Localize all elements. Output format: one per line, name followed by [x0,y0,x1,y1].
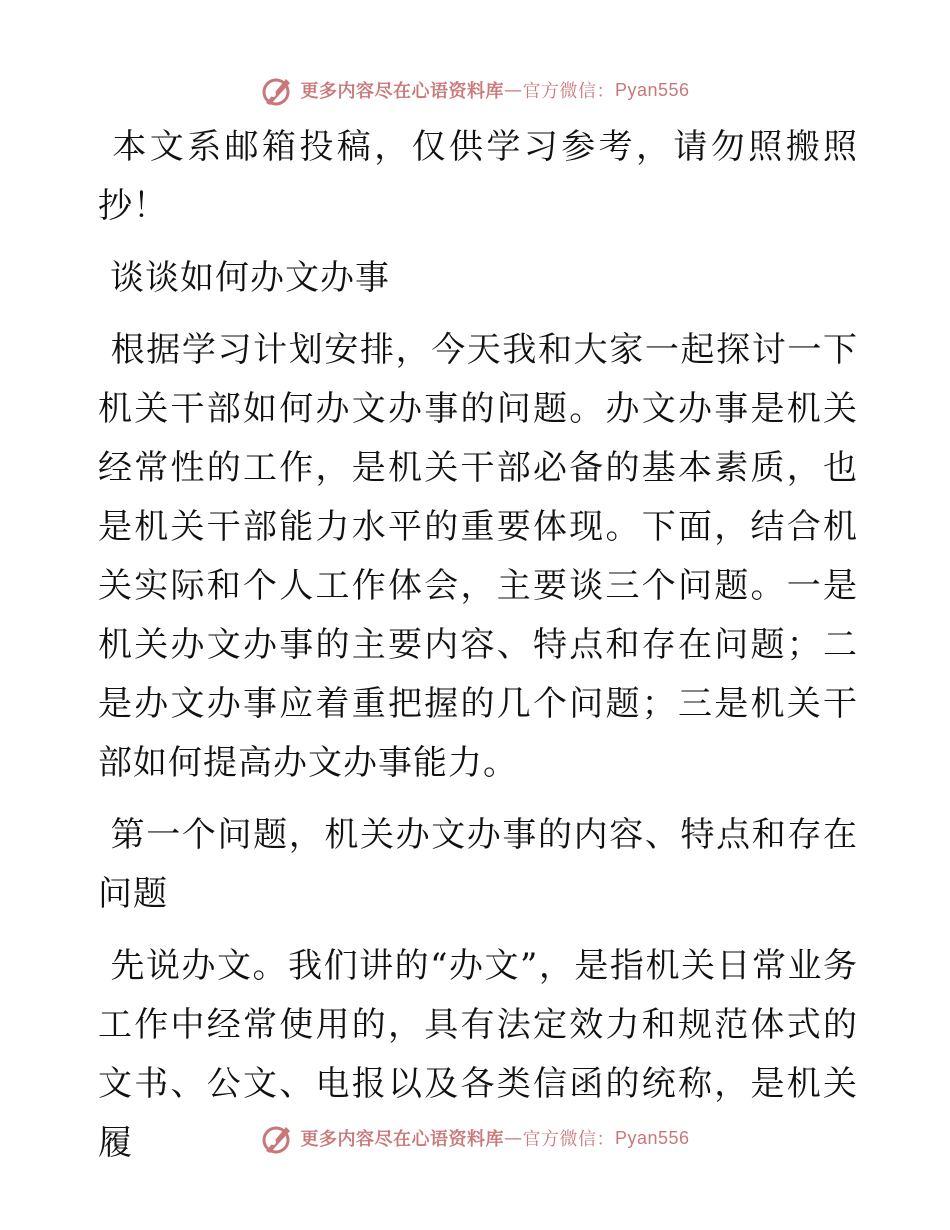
banner-main-text: 更多内容尽在心语资料库 [300,1129,504,1150]
paragraph-notice: 本文系邮箱投稿，仅供学习参考，请勿照搬照抄！ [98,127,858,226]
quill-logo-icon [260,73,294,107]
banner-sub-text: 官方微信： [522,81,615,102]
paragraph-title: 谈谈如何办文办事 [110,258,390,298]
banner-dash: — [503,79,523,101]
banner-dash: — [503,1127,523,1149]
banner-main-text: 更多内容尽在心语资料库 [300,81,504,102]
banner-wechat-id: Pyan556 [614,1127,690,1148]
paragraph-intro: 根据学习计划安排，今天我和大家一起探讨一下机关干部如何办文办事的问题。办文办事是机关经常性的工作，是机关干部必备的基本素质，也是机关干部能力水平的重要体现。下面，结合机关实际和个人工作体会，主要谈三个问题。一是机关办文办事的主要内容、特点和存在问题；二是办文办事应着重把握的几个问题；三是机关干部如何提高办文办事能力。 [98,330,858,783]
paragraph-body: 先说办文。我们讲的“办文”，是指机关日常业务工作中经常使用的，具有法定效力和规范体式的文书、公文、电报以及各类信函的统称，是机关履 [98,946,858,1163]
quill-logo-icon [260,1121,294,1155]
header-watermark-banner [0,70,950,110]
paragraph-section-heading: 第一个问题，机关办文办事的内容、特点和存在问题 [98,815,858,914]
document-body [98,118,858,1186]
banner-wechat-id: Pyan556 [614,79,690,100]
banner-sub-text: 官方微信： [522,1129,615,1150]
footer-watermark-banner [0,1118,950,1158]
